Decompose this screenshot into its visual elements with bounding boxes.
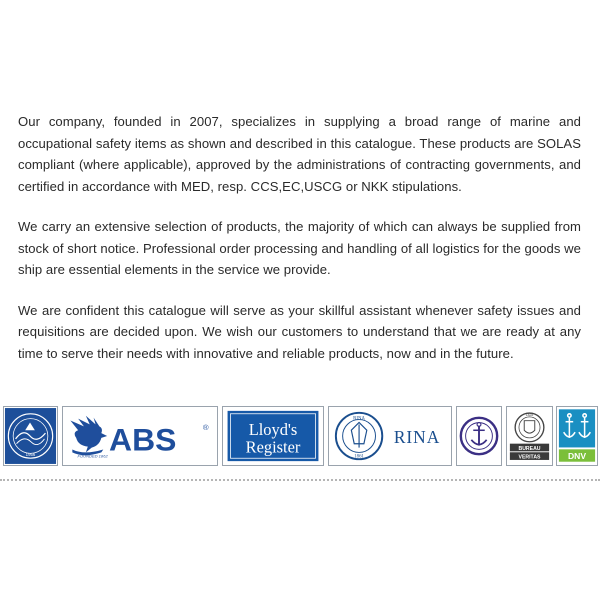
rina-seal-icon <box>336 413 382 459</box>
ccs-seal-icon <box>4 407 57 465</box>
certification-logos-strip <box>0 406 600 466</box>
lloyds-line2: Register <box>245 437 301 457</box>
rina-seal-text: RINA <box>353 416 365 422</box>
nk-logo <box>456 406 502 466</box>
abs-name: ABS <box>109 421 177 458</box>
lloyds-register-logo <box>222 406 324 466</box>
intro-paragraph-1: Our company, founded in 2007, specializes in supplying a broad range of marine and occupational safety items as shown and described in this catalogue. These products are SOLAS compliant (where applicable), approved by the administrations of contracting governments, and certified in accordance with MED, resp. CCS,EC,USCG or NKK stipulations. <box>18 114 581 194</box>
rina-year: 1861 <box>354 454 364 460</box>
ccs-logo <box>3 406 58 466</box>
intro-paragraph-2: We carry an extensive selection of products, the majority of which can always be supplied from stock of short notice. Professional order processing and handling of all logistics for the goods we ship are essential elements in the service we provide. <box>18 219 581 277</box>
dnv-logo <box>556 406 598 466</box>
anchor-seal-icon <box>457 407 501 465</box>
bv-line2: VERITAS <box>518 454 541 461</box>
intro-text <box>18 111 581 383</box>
abs-logo <box>62 406 218 466</box>
rina-logo <box>328 406 452 466</box>
bv-line1: BUREAU <box>518 445 541 452</box>
intro-paragraph-3: We are confident this catalogue will serve as your skillful assistant whenever safety issues and requisitions are decided upon. We wish our customers to understand that we are ready at any time to serve their needs with innovative and reliable products, now and in the future. <box>18 302 581 361</box>
dotted-divider <box>0 479 600 481</box>
bureau-veritas-logo <box>506 406 553 466</box>
bv-year: 1828 <box>525 412 534 417</box>
rina-name: RINA <box>393 426 441 447</box>
abs-registered-mark: ® <box>202 423 209 433</box>
lloyds-line1: Lloyd's <box>248 420 298 440</box>
dnv-name: DNV <box>567 450 587 461</box>
ccs-year: 1956 <box>25 452 36 458</box>
abs-founded: FOUNDED 1862 <box>77 453 108 459</box>
bv-seal-icon <box>515 413 544 442</box>
